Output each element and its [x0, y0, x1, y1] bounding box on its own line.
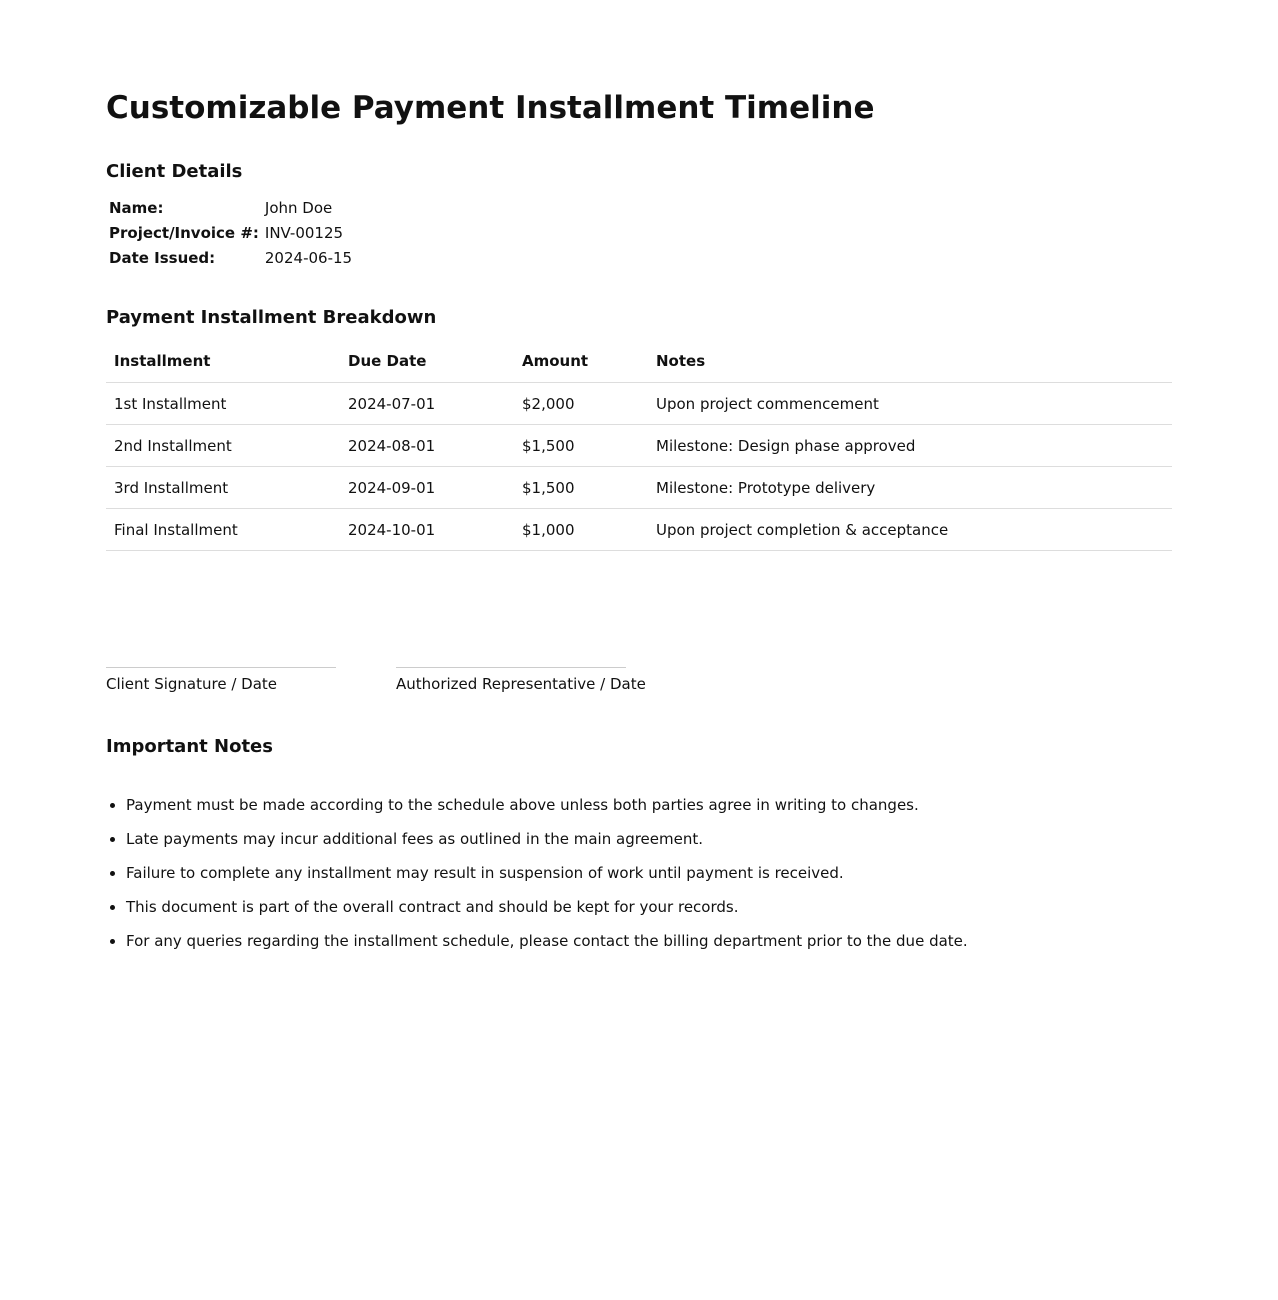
notes-cell: Milestone: Design phase approved: [648, 425, 1172, 467]
list-item: • Failure to complete any installment may result in suspension of work until payment is received.: [126, 863, 1172, 883]
client-invoice-label: Project/Invoice #:: [109, 224, 259, 242]
client-details-table: [106, 196, 355, 271]
due-date-cell: 2024-10-01: [340, 509, 514, 551]
due-date-cell: 2024-08-01: [340, 425, 514, 467]
client-name-label: Name:: [109, 199, 164, 217]
client-details-heading: Client Details: [106, 161, 243, 182]
representative-signature-block: [396, 667, 646, 694]
list-item: • For any queries regarding the installment schedule, please contact the billing department prior to the due date.: [126, 931, 1172, 951]
installment-cell: 2nd Installment: [106, 425, 340, 467]
breakdown-heading: Payment Installment Breakdown: [106, 307, 437, 328]
amount-cell: $1,500: [514, 467, 648, 509]
column-header-notes: Notes: [648, 340, 1172, 383]
table-row: [106, 509, 1172, 551]
due-date-cell: 2024-09-01: [340, 467, 514, 509]
client-row-name: [106, 196, 355, 221]
amount-cell: $1,000: [514, 509, 648, 551]
column-header-installment: Installment: [106, 340, 340, 383]
column-header-amount: Amount: [514, 340, 648, 383]
due-date-cell: 2024-07-01: [340, 383, 514, 425]
list-item: • Payment must be made according to the schedule above unless both parties agree in writing to changes.: [126, 795, 1172, 815]
representative-signature-label: Authorized Representative / Date: [396, 675, 646, 693]
installment-cell: 1st Installment: [106, 383, 340, 425]
client-row-invoice: [106, 221, 355, 246]
important-notes-heading: Important Notes: [106, 736, 273, 757]
list-item: • Late payments may incur additional fees as outlined in the main agreement.: [126, 829, 1172, 849]
client-signature-label: Client Signature / Date: [106, 675, 277, 693]
important-notes-list: [106, 795, 1172, 951]
client-signature-block: [106, 667, 336, 694]
installment-table: [106, 340, 1172, 551]
installment-cell: Final Installment: [106, 509, 340, 551]
client-row-date: [106, 246, 355, 271]
amount-cell: $1,500: [514, 425, 648, 467]
notes-cell: Upon project commencement: [648, 383, 1172, 425]
amount-cell: $2,000: [514, 383, 648, 425]
table-header-row: [106, 340, 1172, 383]
table-row: [106, 383, 1172, 425]
table-row: [106, 467, 1172, 509]
client-signature-line: [106, 667, 336, 668]
client-date-value: 2024-06-15: [264, 249, 353, 267]
signature-section: [106, 667, 1172, 694]
column-header-due-date: Due Date: [340, 340, 514, 383]
client-date-label: Date Issued:: [109, 249, 216, 267]
list-item: • This document is part of the overall contract and should be kept for your records.: [126, 897, 1172, 917]
notes-cell: Milestone: Prototype delivery: [648, 467, 1172, 509]
notes-cell: Upon project completion & acceptance: [648, 509, 1172, 551]
representative-signature-line: [396, 667, 626, 668]
installment-cell: 3rd Installment: [106, 467, 340, 509]
table-row: [106, 425, 1172, 467]
client-name-value: John Doe: [264, 199, 333, 217]
page-title: Customizable Payment Installment Timeline: [106, 90, 875, 126]
client-invoice-value: INV-00125: [264, 224, 344, 242]
